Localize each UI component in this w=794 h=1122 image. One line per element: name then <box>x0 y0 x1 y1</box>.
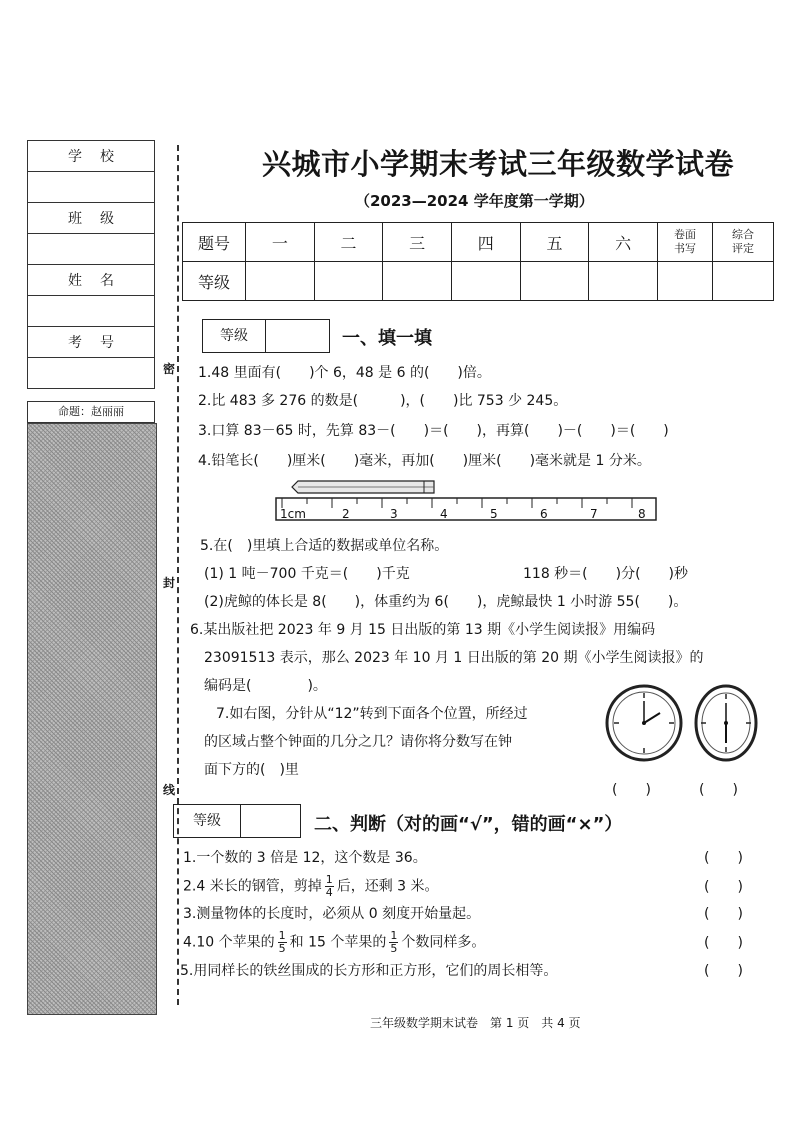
fraction-numerator: 1 <box>390 929 398 942</box>
score-cell[interactable] <box>314 262 383 301</box>
question-5-1a: (1) 1 吨－700 千克＝( )千克 <box>204 566 410 582</box>
fraction-one-fifth <box>278 930 287 955</box>
class-label: 班级 <box>28 203 155 234</box>
judge-2 <box>183 874 439 899</box>
ruler-tick-label: 2 <box>342 507 350 521</box>
section2-grade-field[interactable] <box>241 805 300 837</box>
page-footer: 三年级数学期末试卷 第 1 页 共 4 页 <box>370 1016 581 1030</box>
halftone-panel <box>27 423 157 1015</box>
question-7-line2: 的区域占整个钟面的几分之几？请你将分数写在钟 <box>204 734 512 750</box>
judge-4-text-c: 个数同样多。 <box>401 934 486 951</box>
ruler-tick-label: 8 <box>638 507 646 521</box>
judge-answer-5[interactable]: ( ) <box>704 963 743 979</box>
question-5-2: (2)虎鲸的体长是 8( )，体重约为 6( )，虎鲸最快 1 小时游 55( )。 <box>204 594 688 610</box>
question-4: 4.铅笔长( )厘米( )毫米，再加( )厘米( )毫米就是 1 分米。 <box>198 453 651 469</box>
author-label: 命题：赵丽丽 <box>27 401 155 423</box>
student-info-table <box>27 140 155 389</box>
question-5-1b: 118 秒＝( )分( )秒 <box>523 566 689 582</box>
ruler-tick-label: 7 <box>590 507 598 521</box>
judge-2-text-a: 2.4 米长的钢管，剪掉 <box>183 878 322 895</box>
section1-grade-label: 等级 <box>203 320 266 352</box>
clock-icon <box>693 683 759 763</box>
judge-answer-1[interactable]: ( ) <box>704 850 743 866</box>
question-1: 1.48 里面有( )个 6，48 是 6 的( )倍。 <box>198 365 491 381</box>
score-cell[interactable] <box>713 262 774 301</box>
fraction-one-quarter <box>325 874 334 899</box>
score-row-label-number: 题号 <box>183 223 246 262</box>
score-row-label-grade: 等级 <box>183 262 246 301</box>
ruler-tick-label: 5 <box>490 507 498 521</box>
judge-4-text-a: 4.10 个苹果的 <box>183 934 275 951</box>
section1-grade-field[interactable] <box>266 320 329 352</box>
exam-number-label: 考号 <box>28 327 155 358</box>
name-label: 姓名 <box>28 265 155 296</box>
cut-mark-mi: 密 <box>163 362 176 376</box>
fraction-one-fifth <box>389 930 398 955</box>
page-title: 兴城市小学期末考试三年级数学试卷 <box>262 147 735 181</box>
question-2: 2.比 483 多 276 的数是( )，( )比 753 少 245。 <box>198 393 568 409</box>
score-col-handwriting <box>658 223 713 262</box>
exam-number-field[interactable] <box>28 358 155 389</box>
judge-1: 1.一个数的 3 倍是 12，这个数是 36。 <box>183 850 427 866</box>
section2-grade-label: 等级 <box>174 805 241 837</box>
score-col-overall <box>713 223 774 262</box>
fraction-denominator: 5 <box>390 942 398 955</box>
fraction-numerator: 1 <box>325 873 333 886</box>
clock-answer-2[interactable]: ( ) <box>699 782 738 798</box>
section2-title: 二、判断（对的画“√”，错的画“×”） <box>314 814 623 835</box>
clock-answer-1[interactable]: ( ) <box>612 782 651 798</box>
judge-5: 5.用同样长的铁丝围成的长方形和正方形，它们的周长相等。 <box>180 963 558 979</box>
name-field[interactable] <box>28 296 155 327</box>
school-field[interactable] <box>28 172 155 203</box>
section1-grade-box <box>202 319 330 353</box>
section1-title: 一、填一填 <box>342 328 432 349</box>
judge-4-text-b: 和 15 个苹果的 <box>289 934 387 951</box>
ruler-tick-label: 4 <box>440 507 448 521</box>
question-7-line3: 面下方的( )里 <box>204 762 299 778</box>
judge-answer-4[interactable]: ( ) <box>704 935 743 951</box>
judge-3: 3.测量物体的长度时，必须从 0 刻度开始量起。 <box>183 906 481 922</box>
score-cell[interactable] <box>520 262 589 301</box>
score-col-1: 一 <box>246 223 315 262</box>
score-cell[interactable] <box>658 262 713 301</box>
judge-answer-2[interactable]: ( ) <box>704 879 743 895</box>
ruler-figure <box>274 472 662 524</box>
question-5: 5.在( )里填上合适的数据或单位名称。 <box>200 538 449 554</box>
ruler-tick-label: 6 <box>540 507 548 521</box>
question-6-line3: 编码是( )。 <box>204 678 327 694</box>
score-col-6: 六 <box>589 223 658 262</box>
cut-line <box>177 145 179 1005</box>
question-7-line1: 7.如右图，分针从“12”转到下面各个位置，所经过 <box>216 706 528 722</box>
judge-2-text-b: 后，还剩 3 米。 <box>336 878 439 895</box>
question-6-line1: 6.某出版社把 2023 年 9 月 15 日出版的第 13 期《小学生阅读报》用编码 <box>190 622 656 638</box>
fraction-denominator: 4 <box>325 886 333 899</box>
ruler-tick-label: 3 <box>390 507 398 521</box>
section2-grade-box <box>173 804 301 838</box>
page-subtitle: （2023—2024 学年度第一学期） <box>355 192 594 210</box>
score-col-3: 三 <box>383 223 452 262</box>
judge-answer-3[interactable]: ( ) <box>704 906 743 922</box>
school-label: 学校 <box>28 141 155 172</box>
ruler-tick-label: 1cm <box>280 507 306 521</box>
score-cell[interactable] <box>589 262 658 301</box>
cut-mark-feng: 封 <box>163 576 176 590</box>
score-col-2: 二 <box>314 223 383 262</box>
fraction-numerator: 1 <box>278 929 286 942</box>
cut-mark-xian: 线 <box>163 783 176 797</box>
score-cell[interactable] <box>451 262 520 301</box>
score-table <box>182 222 774 301</box>
class-field[interactable] <box>28 234 155 265</box>
judge-4 <box>183 930 485 955</box>
score-col-5: 五 <box>520 223 589 262</box>
overall-label: 综合评定 <box>732 228 754 255</box>
fraction-denominator: 5 <box>278 942 286 955</box>
handwriting-label: 卷面书写 <box>674 228 696 255</box>
clock-icon <box>604 683 684 763</box>
question-6-line2: 23091513 表示，那么 2023 年 10 月 1 日出版的第 20 期《小学生阅读报》的 <box>204 650 704 666</box>
score-cell[interactable] <box>246 262 315 301</box>
score-col-4: 四 <box>451 223 520 262</box>
question-3: 3.口算 83－65 时，先算 83－( )＝( )，再算( )－( )＝( ) <box>198 423 669 439</box>
score-cell[interactable] <box>383 262 452 301</box>
